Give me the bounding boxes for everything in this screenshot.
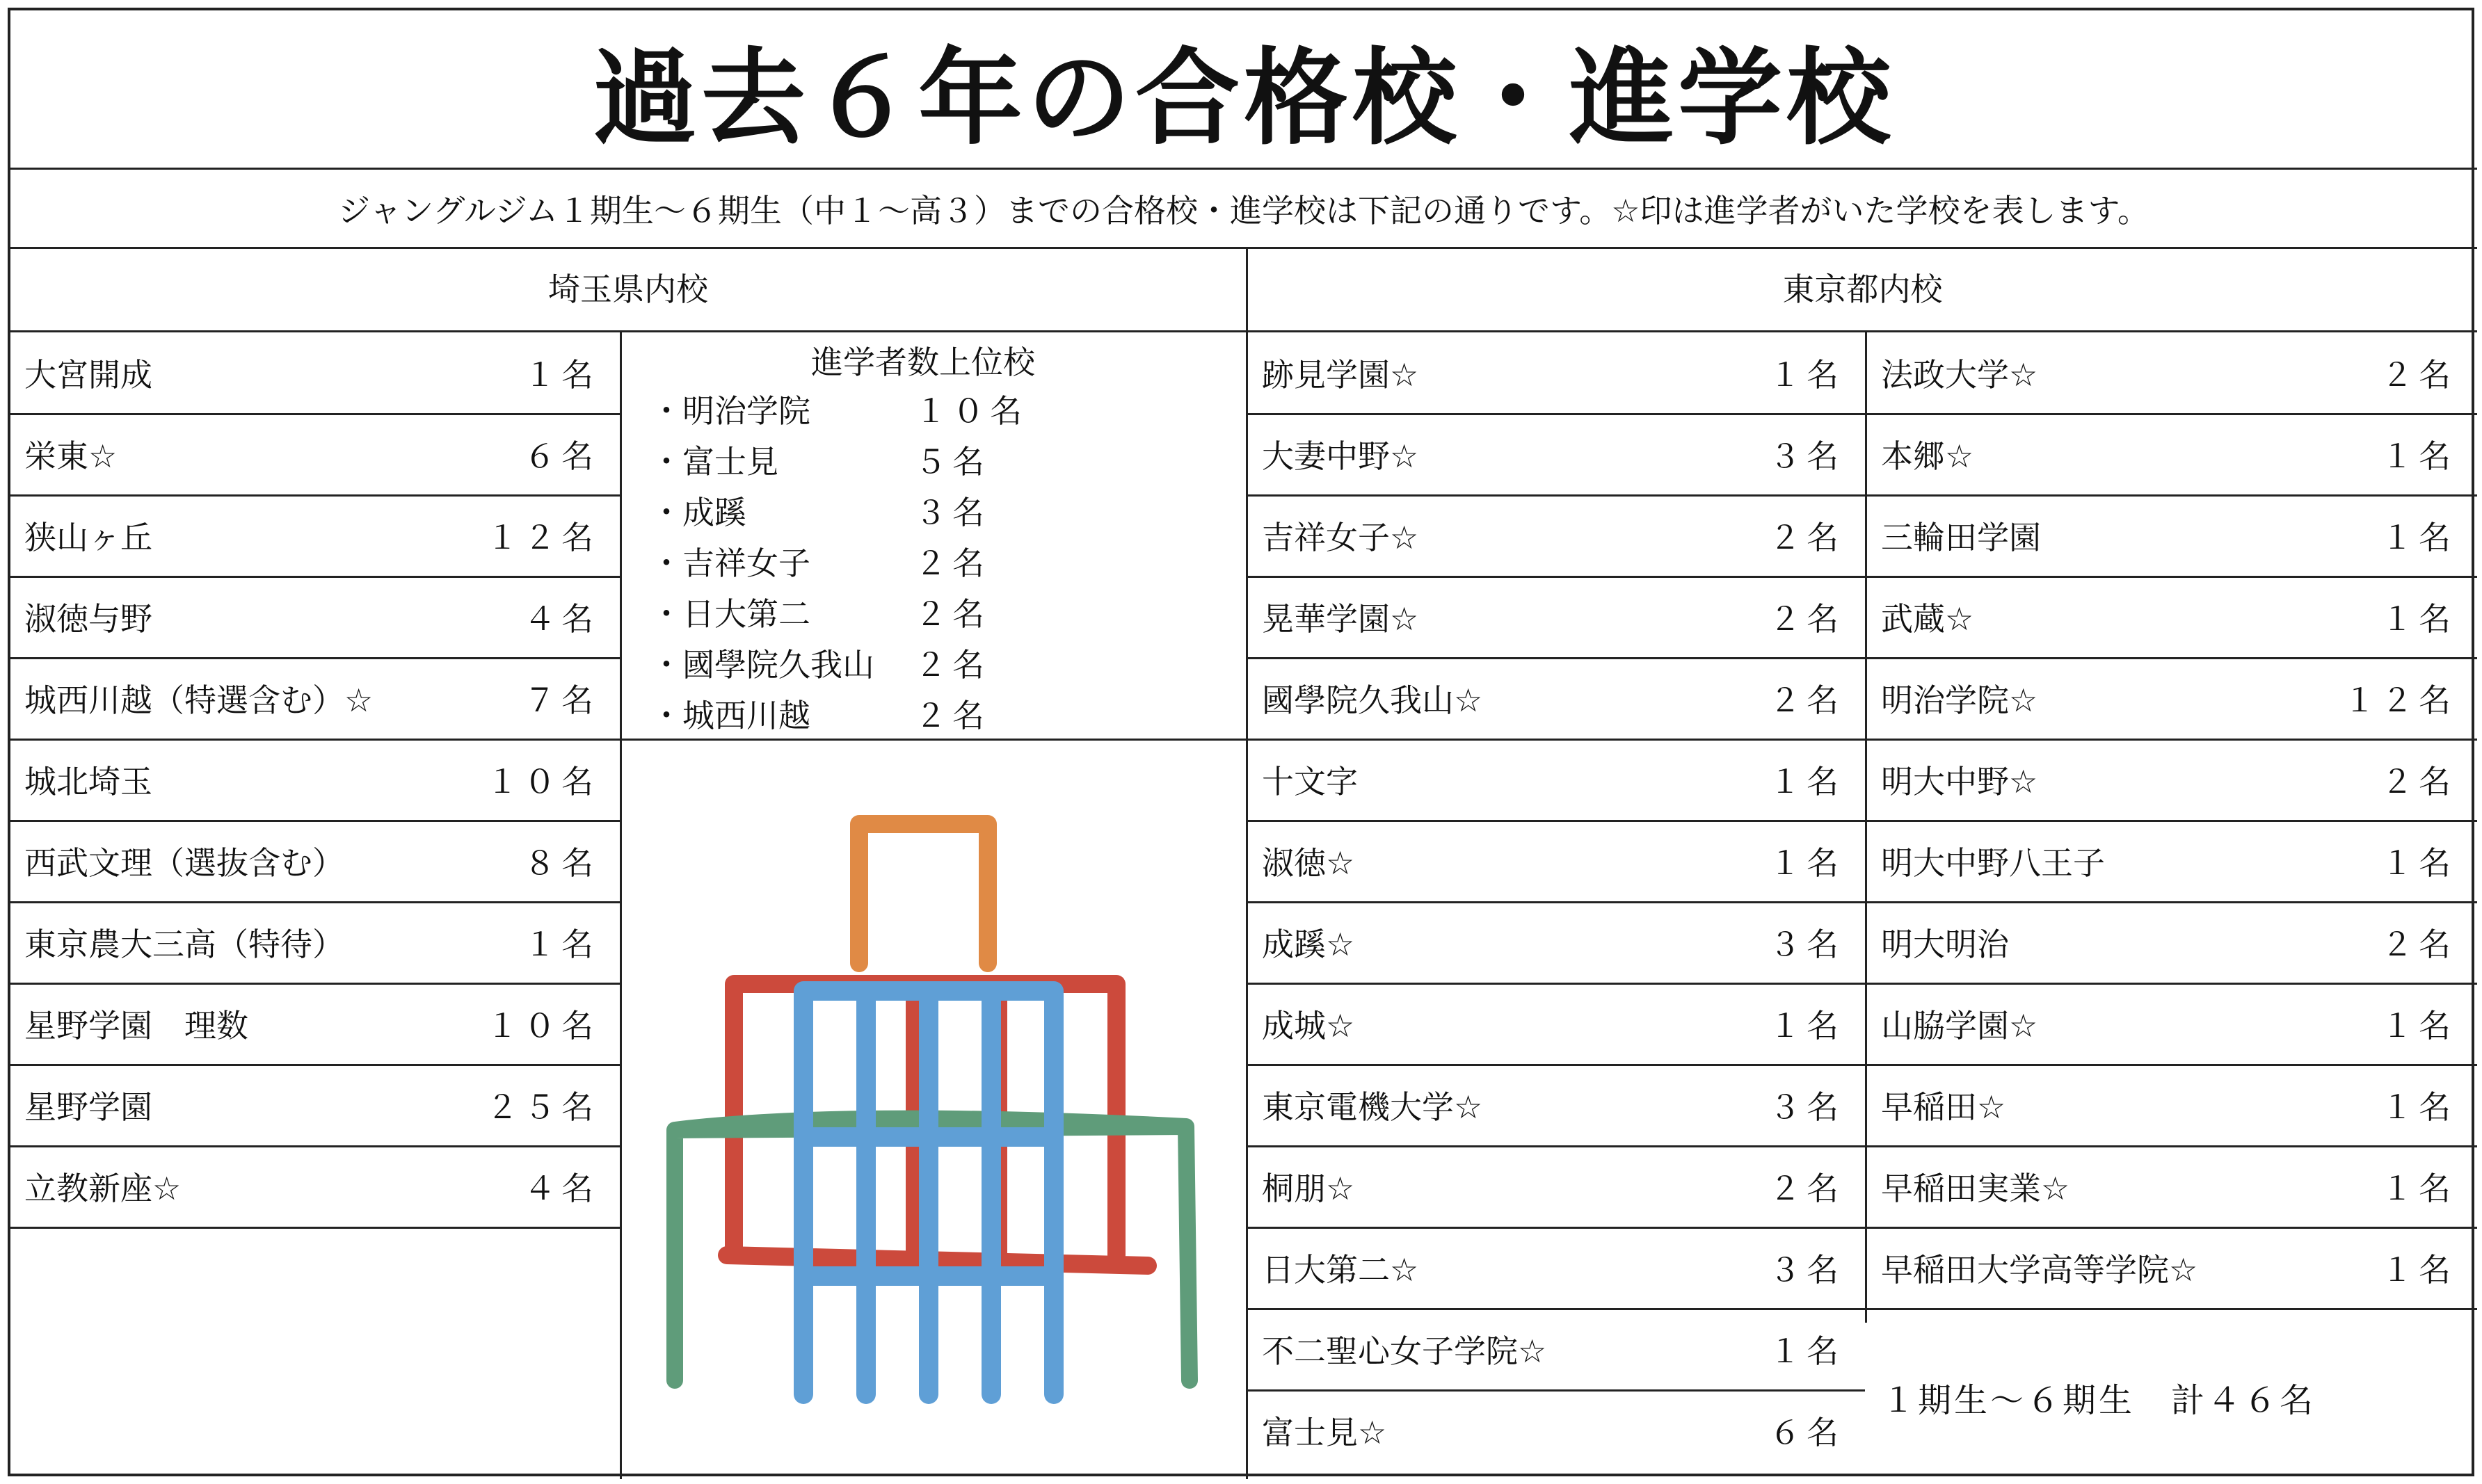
- school-row: [1867, 332, 2477, 413]
- school-name: 日大第二☆: [1262, 1251, 1419, 1289]
- school-name: 明大明治: [1881, 926, 2009, 963]
- school-name: 栄東☆: [24, 437, 118, 475]
- page-subtitle: ジャングルジム１期生〜６期生（中１〜高３）までの合格校・進学校は下記の通りです。☆印は進学者がいた学校を表します。: [338, 192, 2149, 229]
- top-school-name: ・城西川越: [650, 697, 810, 734]
- school-row: [1867, 658, 2477, 739]
- school-row: [1248, 1065, 1865, 1145]
- school-row: [1248, 1390, 1865, 1471]
- school-count: ６名: [1769, 1414, 1844, 1451]
- school-row: [10, 983, 620, 1064]
- school-count: ２名: [1769, 519, 1844, 556]
- school-row: [1248, 902, 1865, 983]
- top-school-item: [650, 538, 1207, 580]
- school-count: １名: [1769, 356, 1844, 394]
- school-name: 法政大学☆: [1881, 356, 2038, 394]
- school-row: [1248, 1227, 1865, 1308]
- school-name: 早稲田実業☆: [1881, 1170, 2070, 1207]
- school-name: 淑徳与野: [24, 600, 152, 638]
- school-row: [1867, 1227, 2477, 1308]
- school-name: 本郷☆: [1881, 437, 1974, 475]
- top-school-name: ・國學院久我山: [650, 646, 874, 684]
- top-school-count: ２名: [915, 545, 990, 582]
- school-name: 成蹊☆: [1262, 926, 1355, 963]
- school-count: ４名: [524, 600, 599, 638]
- total-count: １期生〜６期生 計４６名: [1882, 1381, 2316, 1420]
- top-school-item: [650, 589, 1207, 631]
- school-count: １名: [2381, 1007, 2456, 1045]
- school-name: 立教新座☆: [24, 1170, 182, 1207]
- school-name: 星野学園: [24, 1088, 152, 1126]
- school-row: [1248, 495, 1865, 576]
- school-count: ２名: [1769, 681, 1844, 719]
- school-count: １名: [2381, 1170, 2456, 1207]
- school-row: [10, 658, 620, 739]
- drawing-top-frame: [859, 824, 988, 963]
- top-schools-heading: 進学者数上位校: [811, 344, 1035, 381]
- school-count: １２名: [486, 519, 599, 556]
- drawing-front-frame: [803, 991, 1054, 1394]
- school-name: 武蔵☆: [1881, 600, 1974, 638]
- school-row: [1867, 576, 2477, 657]
- school-name: 東京農大三高（特待）: [24, 926, 344, 963]
- school-count: ２５名: [486, 1088, 599, 1126]
- saitama-heading: 埼玉県内校: [548, 271, 708, 308]
- school-row: [1867, 821, 2477, 901]
- school-name: 明大中野☆: [1881, 763, 2038, 800]
- divider: [1867, 1308, 2477, 1310]
- school-row: [1248, 1309, 1865, 1389]
- school-count: １０名: [486, 1007, 599, 1045]
- school-count: １０名: [486, 763, 599, 800]
- school-count: ３名: [1769, 1251, 1844, 1289]
- school-count: １名: [2381, 437, 2456, 475]
- school-count: １２名: [2344, 681, 2456, 719]
- top-school-count: ２名: [915, 697, 990, 734]
- school-row: [10, 1065, 620, 1145]
- school-count: １名: [524, 356, 599, 394]
- school-count: ６名: [524, 437, 599, 475]
- school-row: [1867, 739, 2477, 820]
- top-school-name: ・明治学院: [650, 392, 810, 430]
- school-name: 大宮開成: [24, 356, 152, 394]
- school-row: [10, 902, 620, 983]
- top-school-item: [650, 437, 1207, 481]
- school-name: 國學院久我山☆: [1262, 681, 1483, 719]
- school-count: ３名: [1769, 926, 1844, 963]
- school-count: １名: [2381, 1088, 2456, 1126]
- school-name: 桐朋☆: [1262, 1170, 1355, 1207]
- school-name: 不二聖心女子学院☆: [1262, 1332, 1547, 1370]
- school-name: 晃華学園☆: [1262, 600, 1419, 638]
- school-name: 跡見学園☆: [1262, 356, 1419, 394]
- school-row: [1248, 821, 1865, 901]
- top-school-name: ・成蹊: [650, 494, 746, 531]
- top-school-name: ・吉祥女子: [650, 545, 810, 582]
- school-name: 城西川越（特選含む）☆: [24, 681, 374, 719]
- school-count: ２名: [2381, 926, 2456, 963]
- school-row: [1248, 983, 1865, 1064]
- school-row: [1867, 983, 2477, 1064]
- divider: [10, 1227, 620, 1229]
- school-name: 山脇学園☆: [1881, 1007, 2038, 1045]
- school-count: ４名: [524, 1170, 599, 1207]
- school-row: [1248, 414, 1865, 494]
- school-name: 狭山ヶ丘: [24, 519, 152, 556]
- school-row: [10, 739, 620, 820]
- school-row: [1248, 739, 1865, 820]
- school-count: ３名: [1769, 437, 1844, 475]
- school-name: 城北埼玉: [24, 763, 152, 800]
- school-row: [1248, 658, 1865, 739]
- school-name: 三輪田学園: [1881, 519, 2041, 556]
- school-row: [10, 495, 620, 576]
- school-row: [10, 414, 620, 494]
- school-name: 吉祥女子☆: [1262, 519, 1419, 556]
- page-title: 過去６年の合格校・進学校: [592, 38, 1895, 159]
- school-count: １名: [2381, 519, 2456, 556]
- school-name: 早稲田大学高等学院☆: [1881, 1251, 2198, 1289]
- top-school-item: [650, 640, 1207, 684]
- school-row: [1248, 332, 1865, 413]
- school-row: [10, 332, 620, 413]
- top-school-item: [650, 386, 1207, 428]
- school-count: １名: [2381, 844, 2456, 882]
- divider: [620, 330, 622, 1479]
- school-name: 成城☆: [1262, 1007, 1355, 1045]
- school-row: [10, 821, 620, 901]
- school-name: 明治学院☆: [1881, 681, 2038, 719]
- top-school-item: [650, 691, 1207, 732]
- school-row: [10, 576, 620, 657]
- school-row: [1867, 495, 2477, 576]
- top-school-count: １０名: [915, 392, 1027, 430]
- school-count: １名: [1769, 1007, 1844, 1045]
- school-row: [10, 1146, 620, 1227]
- school-count: １名: [2381, 1251, 2456, 1289]
- school-count: １名: [2381, 600, 2456, 638]
- top-school-name: ・富士見: [650, 443, 778, 481]
- school-count: ２名: [2381, 356, 2456, 394]
- school-name: 早稲田☆: [1881, 1088, 2006, 1126]
- tokyo-heading: 東京都内校: [1782, 271, 1943, 308]
- school-name: 西武文理（選抜含む）: [24, 844, 344, 882]
- school-row: [1867, 1146, 2477, 1227]
- school-row: [1867, 414, 2477, 494]
- school-name: 星野学園 理数: [24, 1007, 248, 1045]
- school-row: [1248, 1146, 1865, 1227]
- school-count: ７名: [524, 681, 599, 719]
- school-count: ２名: [1769, 1170, 1844, 1207]
- school-name: 淑徳☆: [1262, 844, 1355, 882]
- top-school-count: ２名: [915, 595, 990, 633]
- school-count: ３名: [1769, 1088, 1844, 1126]
- school-name: 大妻中野☆: [1262, 437, 1419, 475]
- page-frame: [8, 8, 2474, 1476]
- school-row: [1248, 576, 1865, 657]
- top-school-name: ・日大第二: [650, 595, 810, 633]
- school-row: [1867, 1065, 2477, 1145]
- jungle-gym-drawing: [636, 803, 1235, 1429]
- school-row: [1867, 902, 2477, 983]
- top-school-item: [650, 487, 1207, 529]
- school-name: 明大中野八王子: [1881, 844, 2105, 882]
- school-count: ８名: [524, 844, 599, 882]
- top-school-count: ５名: [915, 443, 990, 481]
- school-count: １名: [524, 926, 599, 963]
- school-count: ２名: [1769, 600, 1844, 638]
- school-count: １名: [1769, 763, 1844, 800]
- divider: [620, 739, 1246, 741]
- school-name: 十文字: [1262, 763, 1358, 800]
- school-name: 東京電機大学☆: [1262, 1088, 1483, 1126]
- divider: [10, 168, 2477, 170]
- school-count: １名: [1769, 844, 1844, 882]
- school-name: 富士見☆: [1262, 1414, 1387, 1451]
- top-school-count: ３名: [915, 494, 990, 531]
- school-count: １名: [1769, 1332, 1844, 1370]
- school-count: ２名: [2381, 763, 2456, 800]
- top-school-count: ２名: [915, 646, 990, 684]
